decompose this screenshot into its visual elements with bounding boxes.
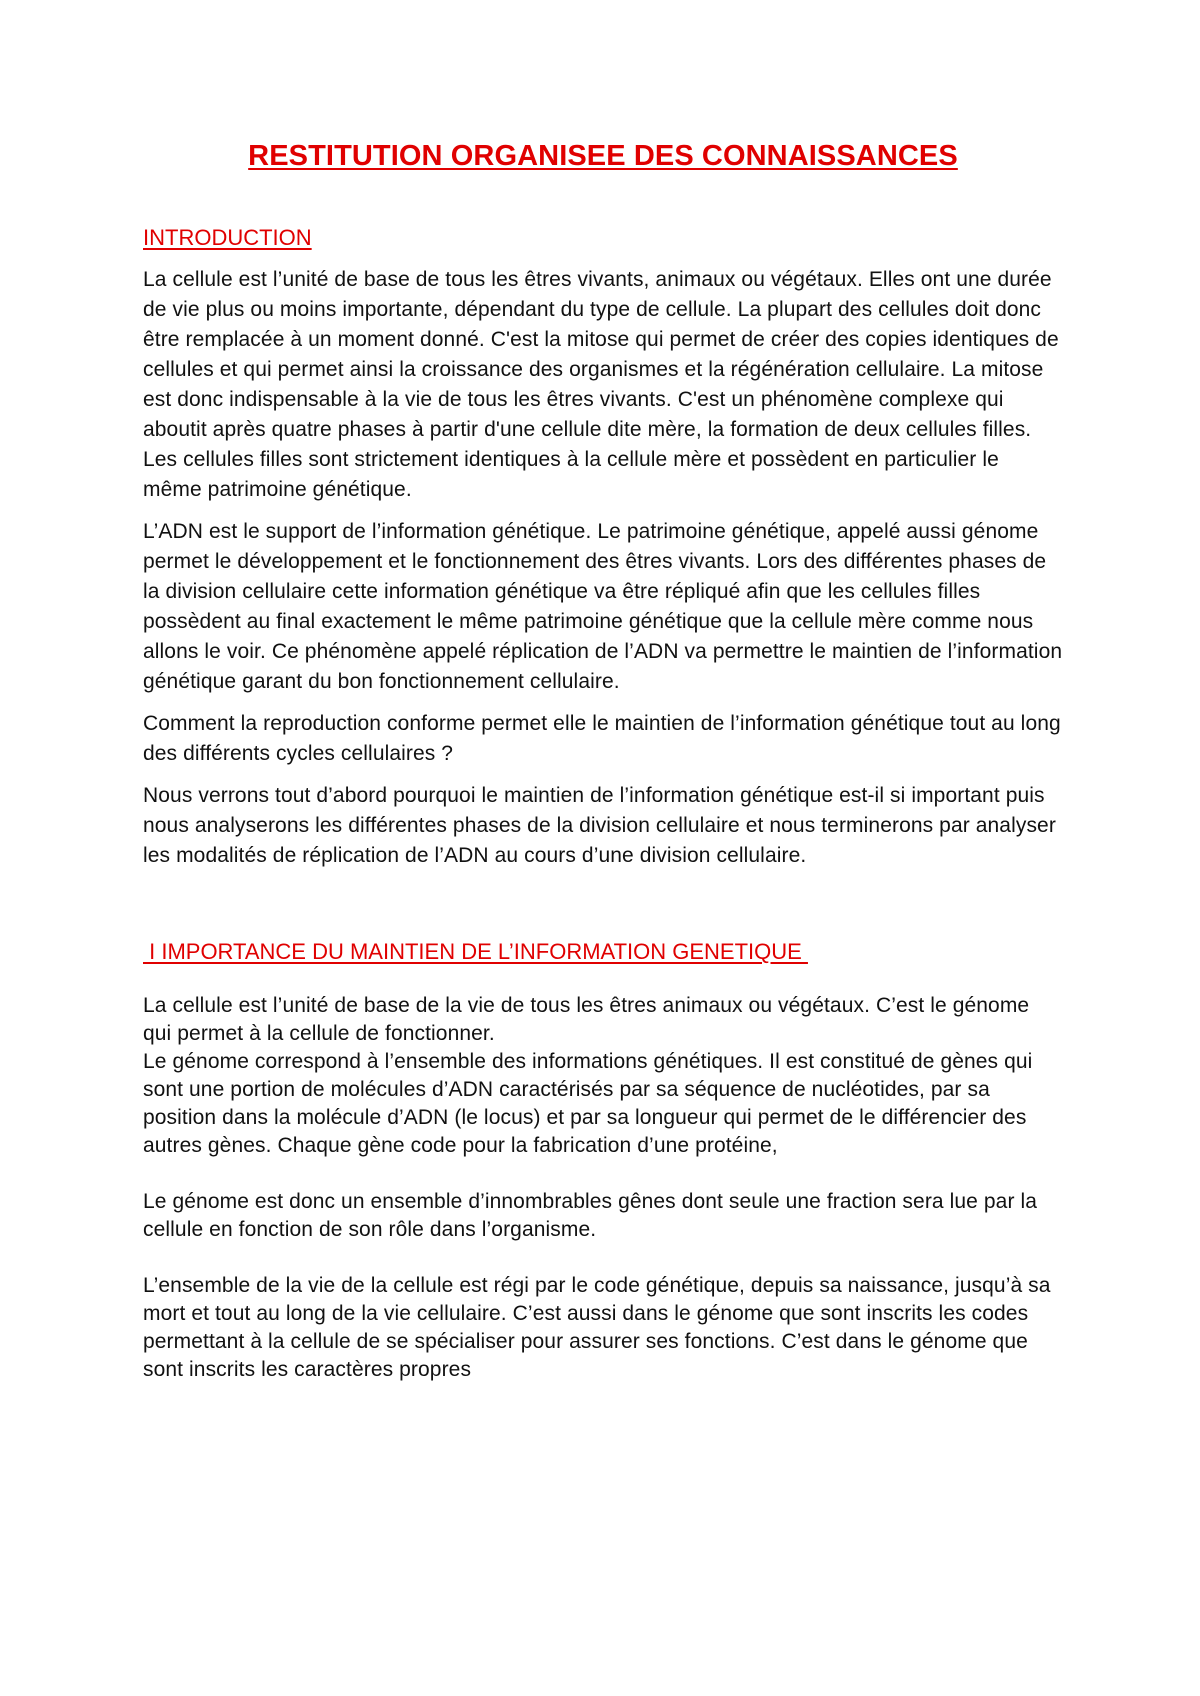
document-title: RESTITUTION ORGANISEE DES CONNAISSANCES bbox=[248, 140, 958, 172]
document-page bbox=[143, 140, 1063, 1384]
section-1-paragraph-1b: Le génome correspond à l’ensemble des informations génétiques. Il est constitué de gènes qui sont une portion de molécules d’ADN caractérisés par sa séquence de nucléotides, par sa position dans la molécule d’ADN (le locus) et par sa longueur qui permet de le différencier des autres gènes. Chaque gène code pour la fabrication d’une protéine, bbox=[143, 1050, 1033, 1157]
intro-paragraph-4: Nous verrons tout d’abord pourquoi le maintien de l’information génétique est-il si important puis nous analyserons les différentes phases de la division cellulaire et nous terminerons par analyser les modalités de réplication de l’ADN au cours d’une division cellulaire. bbox=[143, 784, 1056, 867]
intro-paragraph-2: L’ADN est le support de l’information génétique. Le patrimoine génétique, appelé aussi génome permet le développement et le fonctionnement des êtres vivants. Lors des différentes phases de la division cellulaire cette information génétique va être répliqué afin que les cellules filles possèdent au final exactement le même patrimoine génétique que la cellule mère comme nous allons le voir. Ce phénomène appelé réplication de l’ADN va permettre le maintien de l’information génétique garant du bon fonctionnement cellulaire. bbox=[143, 520, 1063, 693]
section-1-heading: I IMPORTANCE DU MAINTIEN DE L’INFORMATION GENETIQUE bbox=[143, 939, 808, 964]
section-1-paragraph-3: L’ensemble de la vie de la cellule est régi par le code génétique, depuis sa naissance, jusqu’à sa mort et tout au long de la vie cellulaire. C’est aussi dans le génome que sont inscrits les codes permettant à la cellule de se spécialiser pour assurer ses fonctions. C’est dans le génome que sont inscrits les caractères propres bbox=[143, 1274, 1051, 1381]
section-1-paragraph-1a: La cellule est l’unité de base de la vie de tous les êtres animaux ou végétaux. C’est le génome qui permet à la cellule de fonctionner. bbox=[143, 994, 1030, 1045]
introduction-heading: INTRODUCTION bbox=[143, 225, 312, 250]
section-1-paragraph-2: Le génome est donc un ensemble d’innombrables gênes dont seule une fraction sera lue par la cellule en fonction de son rôle dans l’organisme. bbox=[143, 1190, 1038, 1241]
intro-paragraph-3: Comment la reproduction conforme permet elle le maintien de l’information génétique tout au long des différents cycles cellulaires ? bbox=[143, 712, 1061, 765]
intro-paragraph-1: La cellule est l’unité de base de tous les êtres vivants, animaux ou végétaux. Elles ont une durée de vie plus ou moins importante, dépendant du type de cellule. La plupart des cellules doit donc être remplacée à un moment donné. C'est la mitose qui permet de créer des copies identiques de cellules et qui permet ainsi la croissance des organismes et la régénération cellulaire. La mitose est donc indispensable à la vie de tous les êtres vivants. C'est un phénomène complexe qui aboutit après quatre phases à partir d'une cellule dite mère, la formation de deux cellules filles. Les cellules filles sont strictement identiques à la cellule mère et possèdent en particulier le même patrimoine génétique. bbox=[143, 268, 1059, 501]
